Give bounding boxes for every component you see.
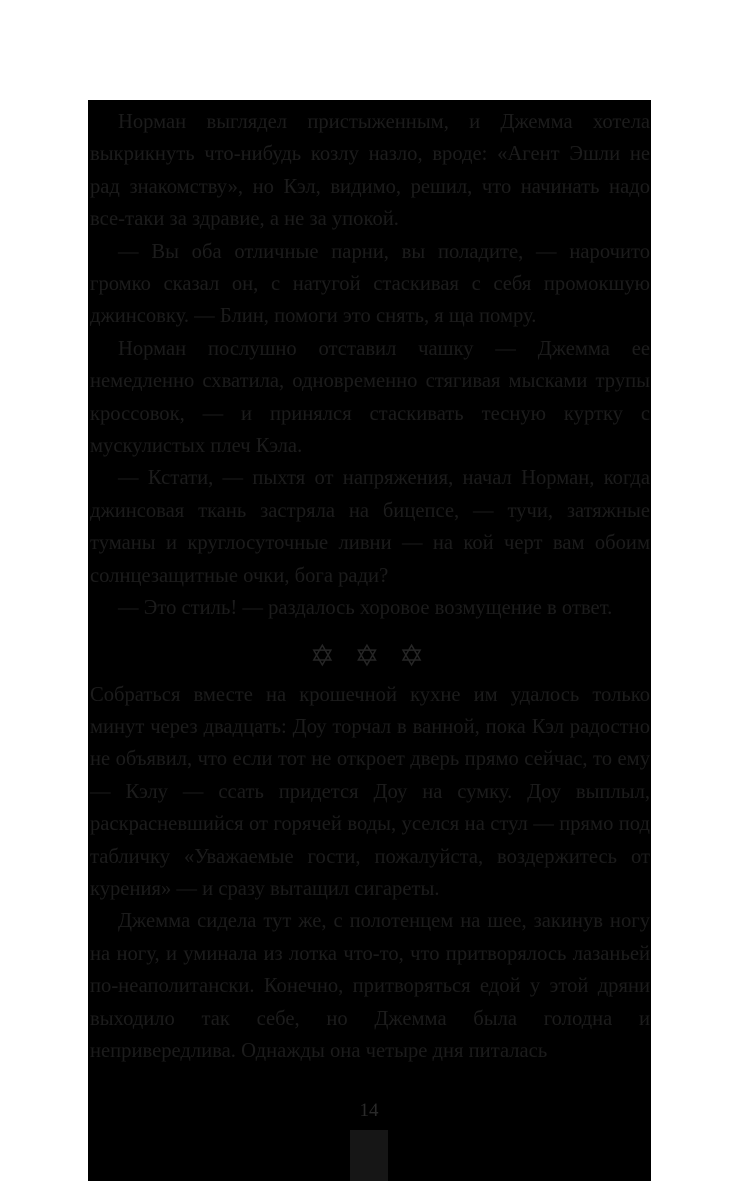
paragraph: Норман послушно отставил чашку — Джемма ее немедленно схватила, одновременно стягивая мысками трупы кроссовок, — и принялся стаскивать тесную куртку с мускулистых плеч Кэла. <box>90 337 650 458</box>
paragraph: Норман выглядел пристыженным, и Джемма хотела выкрикнуть что-нибудь козлу назло, вроде: «Агент Эшли не рад знакомству», но Кэл, видимо, решил, что начинать надо все-таки за здравие, а не за упокой. <box>90 111 650 231</box>
paragraph: — Вы оба отличные парни, вы поладите, — нарочито громко сказал он, с натугой стаскивая с себя промокшую джинсовку. — Блин, помоги это снять, я ща помру. <box>90 240 650 328</box>
paragraph: — Кстати, — пыхтя от напряжения, начал Норман, когда джинсовая ткань застряла на бицепсе, — тучи, затяжные туманы и круглосуточные ливни — на кой черт вам обоим солнцезащитные очки, бога ради? <box>90 467 650 587</box>
paragraph: Собраться вместе на крошечной кухне им удалось только минут через двадцать: Доу торчал в ванной, пока Кэл радостно не объявил, что если тот не откроет дверь прямо сейчас, то ему — Кэлу — ссать придется Доу на сумку. Доу выплыл, раскрасневшийся от горячей воды, уселся на стул — прямо под табличку «Уважаемые гости, пожалуйста, воздержитесь от курения» — и сразу вытащил сигареты. <box>90 683 650 900</box>
text-area <box>90 106 650 1067</box>
page-number: 14 <box>359 1100 379 1121</box>
section-separator: ✡ ✡ ✡ <box>309 639 431 673</box>
paragraph: Джемма сидела тут же, с полотенцем на шее, закинув ногу на ногу, и уминала из лотка что-то, что притворялось лазаньей по-неаполитански. Конечно, притворяться едой у этой дряни выходило так себе, но Джемма была голодна и непривередлива. Однажды она четыре дня питалась <box>90 910 650 1062</box>
paragraph: — Это стиль! — раздалось хоровое возмущение в ответ. <box>118 597 613 620</box>
bookmark-ribbon <box>350 1130 388 1181</box>
